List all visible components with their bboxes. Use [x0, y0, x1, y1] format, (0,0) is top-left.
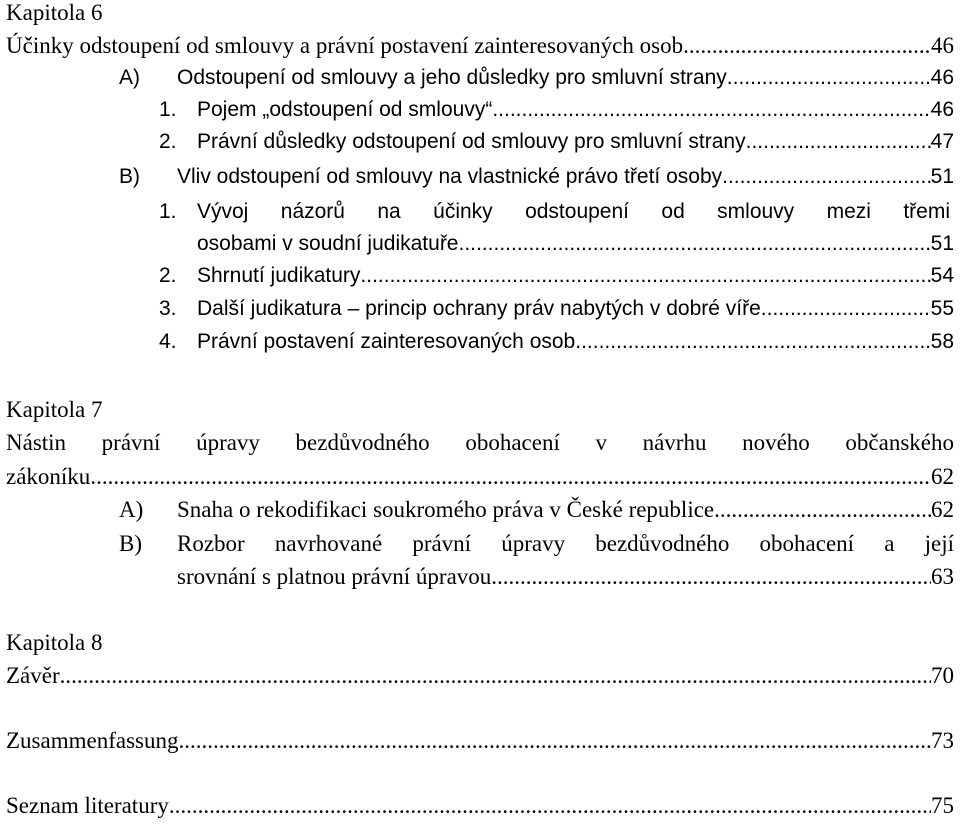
toc-page-number: 51: [930, 165, 954, 188]
dot-leader: [169, 790, 931, 822]
dot-leader: [722, 161, 931, 193]
toc-page-number: 62: [931, 497, 954, 522]
toc-entry-chapter7-line1[interactable]: [6, 427, 954, 459]
toc-page-number: 58: [930, 330, 954, 353]
toc-marker: 2.: [159, 264, 177, 287]
toc-entry-item-6b2[interactable]: [159, 260, 954, 292]
toc-page-number: 70: [931, 663, 954, 688]
toc-entry-section-6a[interactable]: [119, 62, 954, 94]
toc-entry-title: srovnání s platnou právní úpravou: [177, 564, 492, 589]
toc-entry-title: Snaha o rekodifikaci soukromého práva v České republice: [177, 497, 715, 522]
toc-entry-item-6a2[interactable]: [159, 126, 954, 158]
dot-leader: [727, 62, 931, 94]
toc-entry-chapter7-line2[interactable]: [6, 461, 954, 493]
dot-leader: [714, 494, 931, 526]
chapter8-heading: [6, 627, 954, 659]
toc-marker: A): [119, 497, 144, 522]
dot-leader: [575, 326, 930, 358]
toc-entry-chapter8[interactable]: [6, 660, 954, 692]
toc-entry-literature[interactable]: [6, 790, 954, 822]
toc-entry-title: Vývoj názorů na účinky odstoupení od smlouvy mezi třemi: [197, 200, 950, 223]
toc-page-number: 46: [931, 33, 954, 58]
toc-entry-title: Nástin právní úpravy bezdůvodného obohacení v návrhu nového občanského: [6, 430, 954, 455]
toc-marker: B): [119, 531, 142, 556]
dot-leader: [459, 228, 931, 260]
toc-entry-section-7b-line2[interactable]: [177, 561, 954, 593]
toc-entry-title: Právní postavení zainteresovaných osob: [197, 330, 576, 353]
toc-entry-title: Pojem „odstoupení od smlouvy“: [197, 98, 493, 121]
dot-leader: [360, 260, 930, 292]
toc-entry-title: Účinky odstoupení od smlouvy a právní postavení zainteresovaných osob: [6, 33, 684, 58]
toc-page-number: 54: [930, 264, 954, 287]
toc-page-number: 62: [931, 464, 954, 489]
toc-page-number: 47: [930, 130, 954, 153]
dot-leader: [761, 293, 931, 325]
dot-leader: [178, 725, 931, 757]
toc-entry-section-6b[interactable]: [119, 161, 954, 193]
toc-page-number: 63: [931, 564, 954, 589]
toc-entry-title: osobami v soudní judikatuře: [197, 232, 459, 255]
toc-entry-item-6b4[interactable]: [159, 326, 954, 358]
toc-marker: B): [119, 165, 140, 188]
dot-leader: [491, 561, 931, 593]
toc-page-number: 55: [930, 297, 954, 320]
toc-entry-title: Právní důsledky odstoupení od smlouvy pro smluvní strany: [197, 130, 746, 153]
toc-entry-title: Zusammenfassung: [6, 728, 179, 753]
dot-leader: [746, 126, 931, 158]
chapter8-heading-text: Kapitola 8: [6, 630, 103, 655]
dot-leader: [683, 30, 931, 62]
toc-page-number: 73: [931, 728, 954, 753]
toc-entry-section-7b-line1[interactable]: [119, 528, 954, 560]
toc-marker: 1.: [159, 98, 177, 121]
chapter6-heading: [6, 0, 954, 29]
toc-page-number: 46: [930, 98, 954, 121]
toc-entry-title: Seznam literatury: [6, 793, 169, 818]
toc-entry-title: Vliv odstoupení od smlouvy na vlastnické právo třetí osoby: [177, 165, 723, 188]
toc-entry-chapter6[interactable]: [6, 30, 954, 62]
toc-marker: 1.: [159, 200, 177, 223]
toc-marker: 3.: [159, 297, 177, 320]
toc-entry-item-6b1-line2[interactable]: [197, 228, 954, 260]
toc-page-number: 46: [930, 66, 954, 89]
toc-entry-item-6b3[interactable]: [159, 293, 954, 325]
chapter6-heading-text: Kapitola 6: [6, 0, 103, 25]
toc-marker: 4.: [159, 330, 177, 353]
toc-marker: A): [119, 66, 140, 89]
toc-page-number: 51: [930, 232, 954, 255]
toc-marker: 2.: [159, 130, 177, 153]
toc-entry-section-7a[interactable]: [119, 494, 954, 526]
toc-entry-title: Shrnutí judikatury: [197, 264, 361, 287]
dot-leader: [60, 660, 931, 692]
dot-leader: [90, 461, 931, 493]
toc-entry-title: Rozbor navrhované právní úpravy bezdůvodného obohacení a její: [177, 531, 954, 556]
toc-entry-item-6a1[interactable]: [159, 94, 954, 126]
toc-entry-item-6b1-line1[interactable]: [159, 196, 954, 228]
toc-page-number: 75: [931, 793, 954, 818]
toc-entry-title: Závěr: [6, 663, 60, 688]
toc-entry-title: Odstoupení od smlouvy a jeho důsledky pro smluvní strany: [177, 66, 727, 89]
dot-leader: [492, 94, 930, 126]
toc-entry-zusammenfassung[interactable]: [6, 725, 954, 757]
chapter7-heading: [6, 394, 954, 426]
toc-entry-title: Další judikatura – princip ochrany práv nabytých v dobré víře: [197, 297, 761, 320]
toc-entry-title: zákoníku: [6, 464, 91, 489]
chapter7-heading-text: Kapitola 7: [6, 397, 103, 422]
